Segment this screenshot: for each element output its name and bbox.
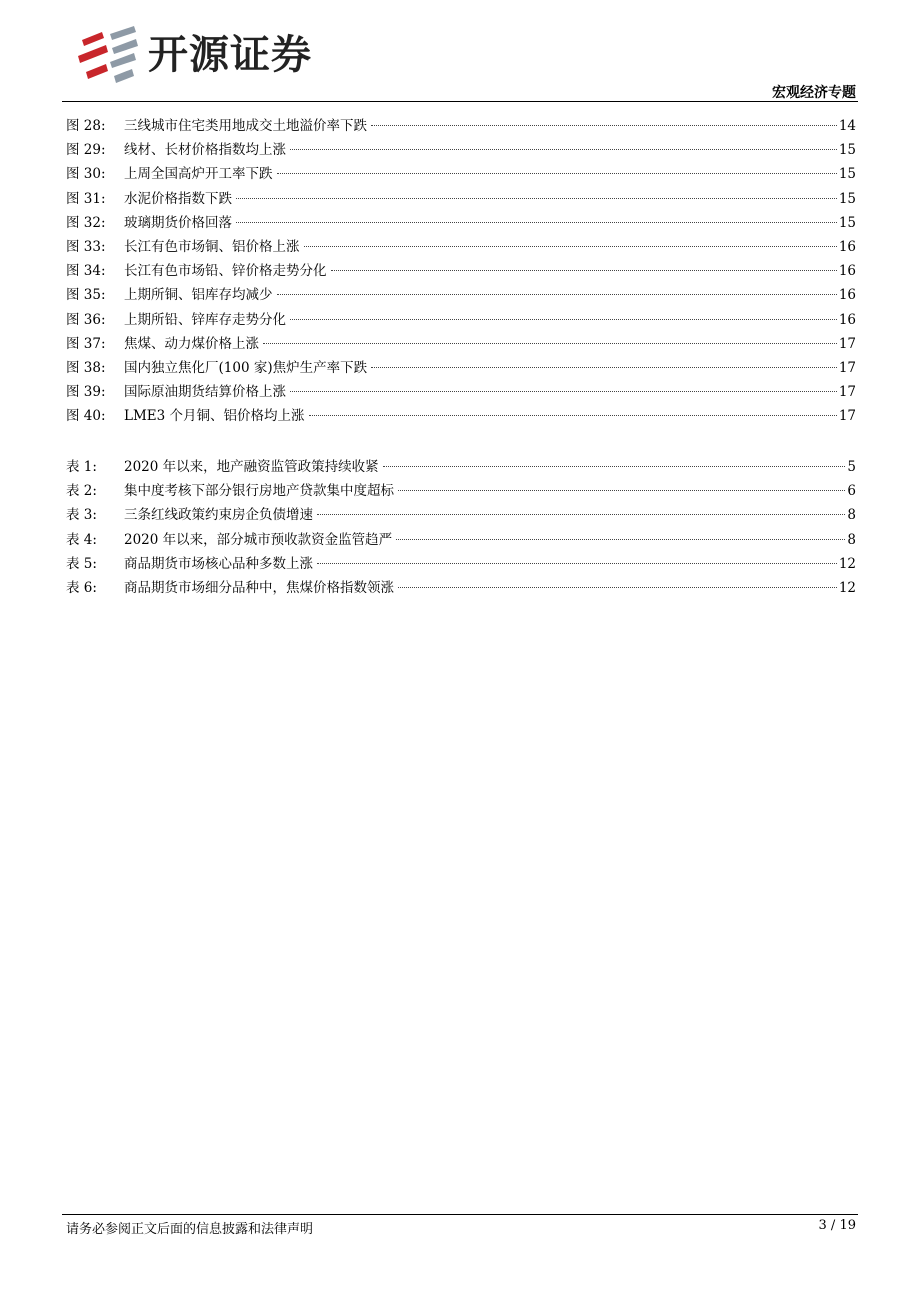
- dot-leader: [317, 563, 837, 564]
- entry-label: 图 30:: [66, 166, 106, 183]
- entry-label: 表 1:: [66, 459, 97, 475]
- dot-leader: [236, 222, 837, 223]
- dot-leader: [290, 319, 837, 320]
- entry-title: 集中度考核下部分银行房地产贷款集中度超标: [124, 483, 394, 500]
- entry-page: 17: [838, 384, 856, 401]
- entry-title: 上期所铅、锌库存走势分化: [124, 311, 286, 328]
- entry-label: 表 3:: [66, 507, 97, 524]
- footer-divider: [62, 1214, 858, 1215]
- entry-label: 图 40:: [66, 408, 106, 425]
- entry-label: 图 33:: [66, 238, 106, 255]
- dot-leader: [290, 149, 837, 150]
- page-number: 3 / 19: [818, 1218, 856, 1233]
- entry-page: 15: [838, 142, 856, 159]
- entry-label: 图 38:: [66, 359, 106, 376]
- dot-leader: [236, 198, 837, 199]
- toc-entry-table-3[interactable]: [66, 503, 856, 527]
- header-divider: [62, 101, 858, 102]
- dot-leader: [371, 367, 837, 368]
- kaiyuan-logo-icon: [76, 26, 140, 84]
- entry-page: 16: [838, 238, 856, 255]
- section-title: 宏观经济专题: [772, 85, 856, 101]
- entry-page: 5: [847, 459, 856, 475]
- entry-label: 图 31:: [66, 190, 106, 207]
- figure-list: [66, 114, 856, 428]
- entry-title: 国内独立焦化厂(100 家)焦炉生产率下跌: [124, 359, 368, 376]
- entry-page: 6: [847, 483, 856, 500]
- entry-label: 图 39:: [66, 384, 106, 401]
- toc-entry-table-2[interactable]: [66, 479, 856, 503]
- toc-entry-figure-37[interactable]: [66, 332, 856, 356]
- dot-leader: [309, 415, 837, 416]
- toc-entry-table-4[interactable]: [66, 528, 856, 552]
- entry-label: 图 34:: [66, 263, 106, 280]
- dot-leader: [398, 587, 837, 588]
- entry-page: 15: [838, 190, 856, 207]
- entry-label: 图 36:: [66, 311, 106, 328]
- footer-disclaimer: 请务必参阅正文后面的信息披露和法律声明: [66, 1222, 314, 1237]
- toc-entry-figure-38[interactable]: [66, 356, 856, 380]
- entry-label: 图 29:: [66, 142, 106, 159]
- dot-leader: [383, 466, 846, 467]
- entry-title: 商品期货市场核心品种多数上涨: [124, 555, 313, 572]
- entry-label: 表 4:: [66, 531, 97, 548]
- dot-leader: [371, 125, 837, 126]
- entry-page: 16: [838, 263, 856, 280]
- entry-title: 焦煤、动力煤价格上涨: [124, 335, 259, 352]
- entry-title: 2020 年以来，地产融资监管政策持续收紧: [124, 459, 379, 475]
- entry-page: 12: [838, 579, 856, 596]
- brand-logo: [76, 26, 312, 84]
- toc-entry-table-6[interactable]: [66, 576, 856, 600]
- toc-entry-figure-35[interactable]: [66, 283, 856, 307]
- entry-page: 15: [838, 214, 856, 231]
- entry-title: 长江有色市场铅、锌价格走势分化: [124, 263, 327, 280]
- entry-page: 8: [847, 507, 856, 524]
- dot-leader: [317, 514, 845, 515]
- toc-entry-figure-34[interactable]: [66, 259, 856, 283]
- entry-title: LME3 个月铜、铝价格均上涨: [124, 408, 305, 425]
- table-list: [66, 455, 856, 600]
- entry-page: 16: [838, 311, 856, 328]
- entry-page: 17: [838, 335, 856, 352]
- page-header: [0, 0, 920, 104]
- dot-leader: [290, 391, 837, 392]
- toc-entry-figure-28[interactable]: [66, 114, 856, 138]
- entry-page: 16: [838, 287, 856, 304]
- entry-page: 8: [847, 531, 856, 548]
- entry-page: 17: [838, 359, 856, 376]
- entry-label: 图 32:: [66, 214, 106, 231]
- entry-page: 17: [838, 408, 856, 425]
- entry-label: 图 37:: [66, 335, 106, 352]
- dot-leader: [396, 539, 845, 540]
- entry-title: 玻璃期货价格回落: [124, 214, 232, 231]
- entry-title: 上期所铜、铝库存均减少: [124, 287, 273, 304]
- entry-title: 2020 年以来，部分城市预收款资金监管趋严: [124, 531, 393, 548]
- toc-entry-figure-40[interactable]: [66, 404, 856, 428]
- toc-entry-table-1[interactable]: [66, 455, 856, 479]
- entry-page: 12: [838, 555, 856, 572]
- entry-label: 表 5:: [66, 555, 97, 572]
- entry-label: 表 2:: [66, 483, 97, 500]
- toc-entry-figure-31[interactable]: [66, 187, 856, 211]
- entry-label: 图 28:: [66, 118, 106, 134]
- entry-title: 商品期货市场细分品种中，焦煤价格指数领涨: [124, 579, 394, 596]
- entry-title: 线材、长材价格指数均上涨: [124, 142, 286, 159]
- toc-entry-figure-33[interactable]: [66, 235, 856, 259]
- dot-leader: [277, 173, 837, 174]
- entry-title: 长江有色市场铜、铝价格上涨: [124, 238, 300, 255]
- entry-page: 14: [838, 118, 856, 134]
- dot-leader: [331, 270, 837, 271]
- brand-name: 开源证券: [148, 32, 312, 78]
- entry-title: 三条红线政策约束房企负债增速: [124, 507, 313, 524]
- toc-entry-figure-30[interactable]: [66, 162, 856, 186]
- dot-leader: [277, 294, 837, 295]
- entry-title: 上周全国高炉开工率下跌: [124, 166, 273, 183]
- toc-entry-figure-32[interactable]: [66, 211, 856, 235]
- toc-entry-figure-29[interactable]: [66, 138, 856, 162]
- dot-leader: [304, 246, 837, 247]
- dot-leader: [263, 343, 837, 344]
- entry-page: 15: [838, 166, 856, 183]
- toc-entry-figure-39[interactable]: [66, 380, 856, 404]
- entry-title: 国际原油期货结算价格上涨: [124, 384, 286, 401]
- entry-label: 表 6:: [66, 579, 97, 596]
- entry-title: 水泥价格指数下跌: [124, 190, 232, 207]
- entry-label: 图 35:: [66, 287, 106, 304]
- toc-entry-table-5[interactable]: [66, 552, 856, 576]
- dot-leader: [398, 490, 845, 491]
- toc-entry-figure-36[interactable]: [66, 308, 856, 332]
- entry-title: 三线城市住宅类用地成交土地溢价率下跌: [124, 118, 367, 134]
